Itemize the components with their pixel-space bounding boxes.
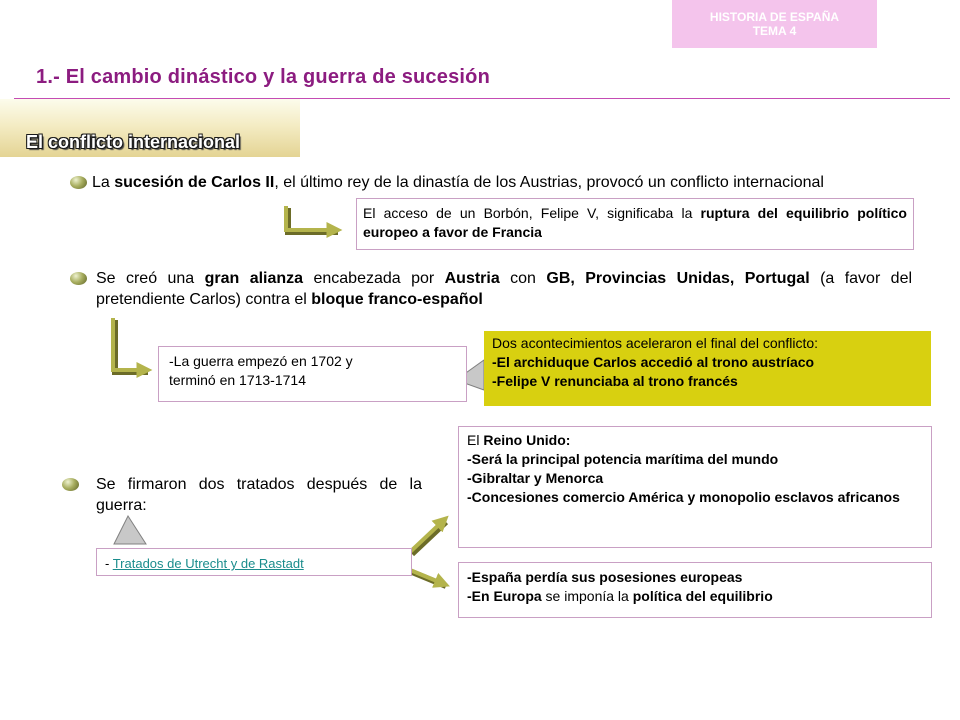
callout-pointer-2: [114, 516, 146, 544]
paragraph-alliance: Se creó una gran alianza encabezada por Austria con GB, Provincias Unidas, Portugal (a favor del pretendiente Carlos) contra el bloque franco-español: [96, 270, 913, 308]
bullet-icon: [70, 176, 87, 189]
box-treaties-link: - Tratados de Utrecht y de Rastadt: [96, 548, 412, 576]
topic-badge-line1: HISTORIA DE ESPAÑA: [709, 10, 840, 24]
paragraph-succession: La sucesión de Carlos II, el último rey de la dinastía de los Austrias, provocó un conflicto internacional: [92, 174, 824, 191]
elbow-arrow-1: [286, 206, 338, 232]
arrow-to-reino-unido: [410, 520, 446, 554]
box-war-end-events: Dos acontecimientos aceleraron el final del conflicto: -El archiduque Carlos accedió al trono austríaco -Felipe V renunciaba al trono francés: [484, 331, 931, 406]
elbow-arrow-2: [113, 318, 148, 372]
box-borbon-access: El acceso de un Borbón, Felipe V, significaba la ruptura del equilibrio político europeo a favor de Francia: [356, 198, 914, 250]
bullet-icon: [70, 272, 87, 285]
arrow-to-espana: [410, 570, 446, 586]
box-reino-unido: El Reino Unido: -Será la principal potencia marítima del mundo -Gibraltar y Menorca -Concesiones comercio América y monopolio esclavos africanos: [458, 426, 932, 548]
paragraph-treaties: Se firmaron dos tratados después de la guerra:: [96, 476, 422, 514]
topic-badge-line2: TEMA 4: [752, 24, 797, 38]
box-war-dates: -La guerra empezó en 1702 y terminó en 1713-1714: [158, 346, 467, 402]
section-subtitle: El conflicto internacional: [26, 132, 241, 152]
box-espana-europa: -España perdía sus posesiones europeas -En Europa se imponía la política del equilibrio: [458, 562, 932, 618]
bullet-icon: [62, 478, 79, 491]
treaties-link[interactable]: Tratados de Utrecht y de Rastadt: [112, 556, 304, 571]
page-title: 1.- El cambio dinástico y la guerra de sucesión: [36, 66, 490, 88]
